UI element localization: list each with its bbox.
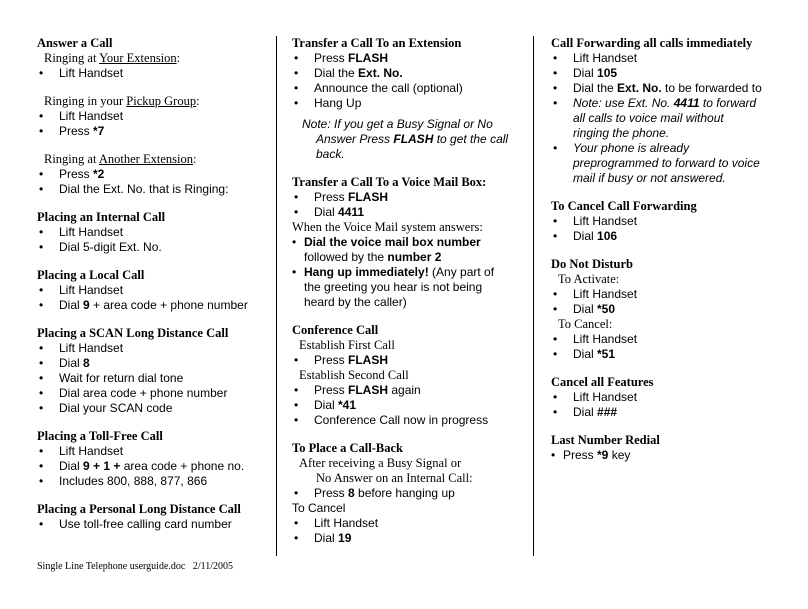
section-title-transfer-extension: Transfer a Call To an Extension — [292, 36, 462, 50]
section-title-call-forwarding: Call Forwarding all calls immediately — [551, 36, 753, 50]
list-item: • Dial 5-digit Ext. No. — [37, 240, 267, 255]
footer-filename: Single Line Telephone userguide.doc — [37, 561, 186, 572]
list-item: • Lift Handset — [551, 51, 801, 66]
list-item: • Announce the call (optional) — [292, 81, 522, 96]
list-item: • Dial ### — [551, 405, 801, 420]
section-title-transfer-voicemail: Transfer a Call To a Voice Mail Box: — [292, 175, 487, 189]
section-title-cancel-forwarding: To Cancel Call Forwarding — [551, 199, 697, 213]
list-item: • Dial *51 — [551, 347, 801, 362]
list-item: • Dial 8 — [37, 356, 267, 371]
section-title-conference-call: Conference Call — [292, 323, 379, 337]
section-title-answer-call: Answer a Call — [37, 36, 113, 50]
subheading-another-extension: Ringing at Another Extension: — [44, 152, 197, 166]
dnd-subheading-cancel: To Cancel: — [558, 317, 613, 331]
list-item: • Press FLASH — [292, 353, 522, 368]
list-item: • Lift Handset — [37, 341, 267, 356]
section-title-internal-call: Placing an Internal Call — [37, 210, 166, 224]
section-title-scan-call: Placing a SCAN Long Distance Call — [37, 326, 229, 340]
list-item: • Hang Up — [292, 96, 522, 111]
list-item: • Press FLASH — [292, 51, 522, 66]
list-item: • Dial area code + phone number — [37, 386, 267, 401]
list-item: • Press 8 before hanging up — [292, 486, 522, 501]
list-item: • Lift Handset — [37, 66, 267, 81]
list-item: • Wait for return dial tone — [37, 371, 267, 386]
transfer-note: Note: If you get a Busy Signal or No Answer Press FLASH to get the call back. — [302, 117, 509, 161]
column-divider-left — [276, 36, 277, 556]
list-item: • Press FLASH again — [292, 383, 522, 398]
list-item: • Lift Handset — [292, 516, 522, 531]
list-item: • Dial 9 + 1 + area code + phone no. — [37, 459, 267, 474]
section-title-personal-long-distance: Placing a Personal Long Distance Call — [37, 502, 241, 516]
column-1 — [37, 36, 267, 532]
list-item: • Dial 9 + area code + phone number — [37, 298, 267, 313]
subheading-pickup-group: Ringing in your Pickup Group: — [44, 94, 200, 108]
list-item: • Conference Call now in progress — [292, 413, 522, 428]
list-item: • Dial your SCAN code — [37, 401, 267, 416]
section-title-cancel-all: Cancel all Features — [551, 375, 654, 389]
list-item: • Dial the Ext. No. that is Ringing: — [37, 182, 267, 197]
section-title-do-not-disturb: Do Not Disturb — [551, 257, 633, 271]
list-item: • Dial *50 — [551, 302, 801, 317]
list-item: • Your phone is already preprogrammed to forward to voice mail if busy or not answered. — [551, 141, 801, 186]
list-item: • Dial the Ext. No. — [292, 66, 522, 81]
list-item: • Dial 4411 — [292, 205, 522, 220]
dnd-subheading-activate: To Activate: — [558, 272, 620, 286]
callback-subheading-1: After receiving a Busy Signal or — [299, 456, 462, 470]
list-item: • Lift Handset — [551, 390, 801, 405]
callback-subheading-2: No Answer on an Internal Call: — [316, 471, 473, 485]
voicemail-subheading: When the Voice Mail system answers: — [292, 220, 483, 234]
list-item: • Lift Handset — [551, 287, 801, 302]
document-footer — [37, 561, 233, 573]
column-3 — [551, 36, 801, 463]
list-item: • Lift Handset — [37, 225, 267, 240]
callback-cancel-label: To Cancel — [292, 501, 346, 515]
list-item: • Dial the voice mail box number followed by the number 2 — [292, 235, 522, 265]
list-item: • Includes 800, 888, 877, 866 — [37, 474, 267, 489]
list-item: • Press *9 key — [551, 448, 801, 463]
list-item: • Press *2 — [37, 167, 267, 182]
list-item: • Lift Handset — [37, 444, 267, 459]
section-title-call-back: To Place a Call-Back — [292, 441, 403, 455]
conference-subheading-second: Establish Second Call — [299, 368, 409, 382]
list-item: • Use toll-free calling card number — [37, 517, 267, 532]
list-item: • Dial the Ext. No. to be forwarded to — [551, 81, 801, 96]
list-item: • Lift Handset — [37, 283, 267, 298]
section-title-local-call: Placing a Local Call — [37, 268, 145, 282]
list-item: • Dial *41 — [292, 398, 522, 413]
list-item: • Lift Handset — [551, 332, 801, 347]
column-2 — [292, 36, 522, 546]
footer-date: 2/11/2005 — [192, 561, 234, 572]
list-item: • Press *7 — [37, 124, 267, 139]
subheading-your-extension: Ringing at Your Extension: — [44, 51, 181, 65]
column-divider-right — [533, 36, 534, 556]
list-item: • Dial 106 — [551, 229, 801, 244]
list-item: • Dial 105 — [551, 66, 801, 81]
list-item: • Dial 19 — [292, 531, 522, 546]
list-item: • Lift Handset — [551, 214, 801, 229]
list-item: • Note: use Ext. No. 4411 to forward all calls to voice mail without ringing the phone. — [551, 96, 801, 141]
section-title-toll-free-call: Placing a Toll-Free Call — [37, 429, 163, 443]
list-item: • Lift Handset — [37, 109, 267, 124]
list-item: • Press FLASH — [292, 190, 522, 205]
section-title-last-number-redial: Last Number Redial — [551, 433, 660, 447]
conference-subheading-first: Establish First Call — [299, 338, 395, 352]
list-item: • Hang up immediately! (Any part of the greeting you hear is not being heard by the caller) — [292, 265, 522, 310]
